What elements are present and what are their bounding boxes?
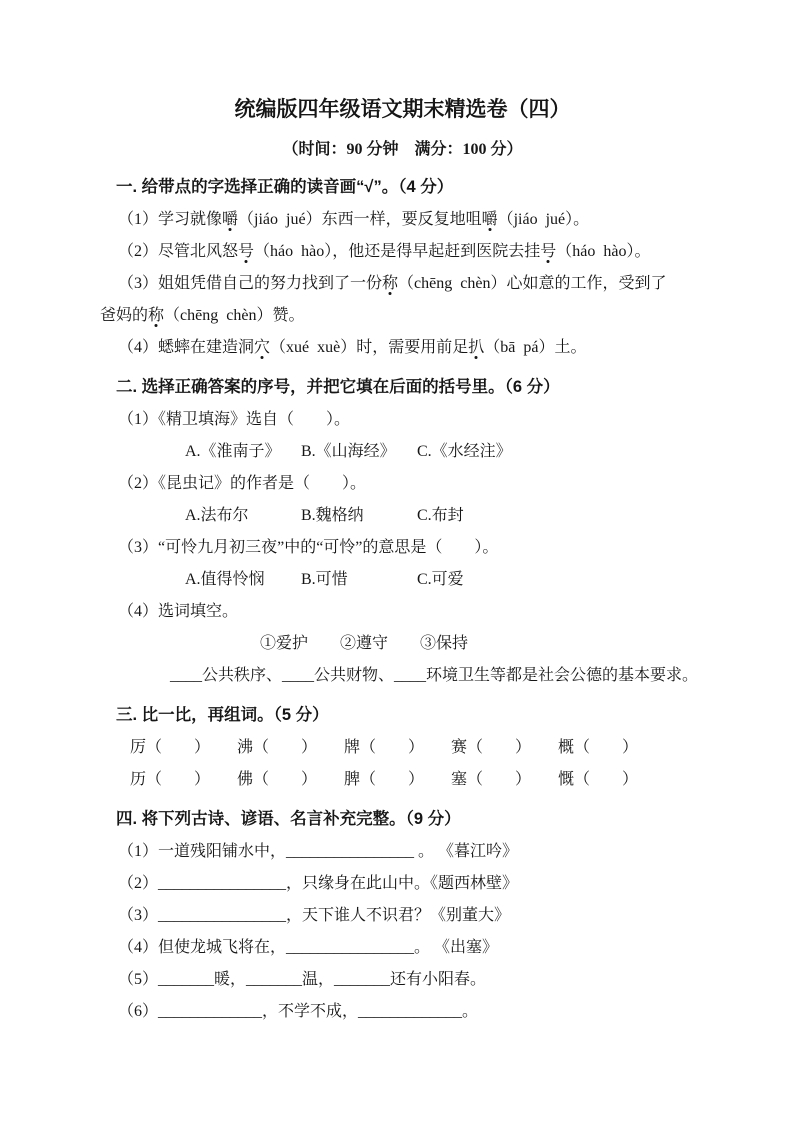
word-pair-row bbox=[100, 764, 705, 796]
document-body bbox=[100, 171, 705, 1028]
word-blank-item: 牌（ ） bbox=[344, 739, 425, 756]
text-segment: （3）________________，天下谁人不识君？《别董大》 bbox=[118, 907, 511, 924]
text-segment: （háo hào），他还是得早起赶到医院去挂 bbox=[254, 243, 541, 260]
section-heading: 二. 选择正确答案的序号，并把它填在后面的括号里。（6 分） bbox=[116, 378, 560, 396]
question-line bbox=[100, 236, 705, 268]
paper-title: 统编版四年级语文期末精选卷（四） bbox=[234, 97, 571, 121]
word-blank-item: 慨（ ） bbox=[558, 771, 639, 788]
option-item: A.值得怜悯 bbox=[185, 571, 265, 588]
options-row bbox=[100, 436, 705, 468]
option-item: C.《水经注》 bbox=[417, 443, 512, 460]
question-line bbox=[100, 332, 705, 364]
text-segment: （4）蟋蟀在建造洞 bbox=[118, 339, 255, 356]
word-pair-row bbox=[100, 732, 705, 764]
dotted-char: 称 bbox=[148, 307, 165, 324]
dotted-char: 嚼 bbox=[481, 211, 498, 228]
word-blank-item: 塞（ ） bbox=[451, 771, 532, 788]
word-blank-item: 历（ ） bbox=[130, 771, 211, 788]
word-blank-item: 佛（ ） bbox=[237, 771, 318, 788]
text-segment: （háo hào）。 bbox=[556, 243, 651, 260]
option-item: C.可爱 bbox=[417, 571, 464, 588]
text-segment: （1）学习就像 bbox=[118, 211, 223, 228]
option-item: A.《淮南子》 bbox=[185, 443, 281, 460]
question-line bbox=[100, 300, 705, 332]
section-heading: 四. 将下列古诗、谚语、名言补充完整。（9 分） bbox=[116, 810, 461, 828]
fill-blank-sentence: ____公共秩序、____公共财物、____环境卫生等都是社会公德的基本要求。 bbox=[170, 667, 699, 684]
word-blank-item: 厉（ ） bbox=[130, 739, 211, 756]
text-segment: 爸妈的 bbox=[100, 307, 149, 324]
text-segment: （chēng chèn）心如意的工作，受到了 bbox=[398, 275, 667, 292]
option-item: B.可惜 bbox=[301, 571, 348, 588]
question-line bbox=[100, 268, 705, 300]
text-segment: （2）《昆虫记》的作者是（ ）。 bbox=[118, 475, 367, 492]
section-heading: 三. 比一比，再组词。（5 分） bbox=[116, 706, 329, 724]
text-segment: （4）但使龙城飞将在，________________。 《出塞》 bbox=[118, 939, 499, 956]
word-blank-item: 脾（ ） bbox=[344, 771, 425, 788]
options-row bbox=[100, 500, 705, 532]
text-segment: （1）一道残阳铺水中，________________ 。 《暮江吟》 bbox=[118, 843, 519, 860]
question-line bbox=[100, 404, 705, 436]
option-item: C.布封 bbox=[417, 507, 464, 524]
options-row bbox=[100, 564, 705, 596]
text-segment: （chēng chèn）赞。 bbox=[164, 307, 305, 324]
question-line bbox=[100, 996, 705, 1028]
dotted-char: 号 bbox=[540, 243, 557, 260]
option-item: B.《山海经》 bbox=[301, 443, 396, 460]
text-segment: （3）“可怜九月初三夜”中的“可怜”的意思是（ ）。 bbox=[118, 539, 499, 556]
text-segment: （1）《精卫填海》选自（ ）。 bbox=[118, 411, 351, 428]
text-segment: （2）________________，只缘身在此山中。《题西林壁》 bbox=[118, 875, 519, 892]
question-line bbox=[100, 868, 705, 900]
text-segment: （jiáo jué）东西一样，要反复地咀 bbox=[238, 211, 482, 228]
text-segment: （6）_____________，不学不成，_____________。 bbox=[118, 1003, 479, 1020]
question-line bbox=[100, 204, 705, 236]
dotted-char: 嚼 bbox=[222, 211, 239, 228]
text-segment: （3）姐姐凭借自己的努力找到了一份 bbox=[118, 275, 383, 292]
dotted-char: 称 bbox=[382, 275, 399, 292]
text-segment: （2）尽管北风怒 bbox=[118, 243, 239, 260]
question-line bbox=[100, 964, 705, 996]
text-segment: （xué xuè）时，需要用前足 bbox=[270, 339, 469, 356]
question-line bbox=[100, 596, 705, 628]
dotted-char: 穴 bbox=[254, 339, 271, 356]
section-heading: 一. 给带点的字选择正确的读音画“√”。（4 分） bbox=[116, 178, 454, 196]
word-blank-item: 概（ ） bbox=[558, 739, 639, 756]
question-line bbox=[100, 932, 705, 964]
option-item: A.法布尔 bbox=[185, 507, 249, 524]
option-item: B.魏格纳 bbox=[301, 507, 364, 524]
question-line bbox=[100, 836, 705, 868]
text-segment: （bā pá）土。 bbox=[484, 339, 587, 356]
word-blank-item: 沸（ ） bbox=[237, 739, 318, 756]
question-line bbox=[100, 468, 705, 500]
dotted-char: 扒 bbox=[468, 339, 485, 356]
word-blank-item: 赛（ ） bbox=[451, 739, 532, 756]
dotted-char: 号 bbox=[238, 243, 255, 260]
question-line bbox=[100, 900, 705, 932]
question-line bbox=[100, 532, 705, 564]
word-bank: ①爱护 ②遵守 ③保持 bbox=[260, 635, 469, 652]
paper-time-score-info: （时间：90 分钟 满分：100 分） bbox=[282, 141, 523, 158]
text-segment: （4）选词填空。 bbox=[118, 603, 239, 620]
text-segment: （5）_______暖，_______温，_______还有小阳春。 bbox=[118, 971, 487, 988]
text-segment: （jiáo jué）。 bbox=[497, 211, 590, 228]
